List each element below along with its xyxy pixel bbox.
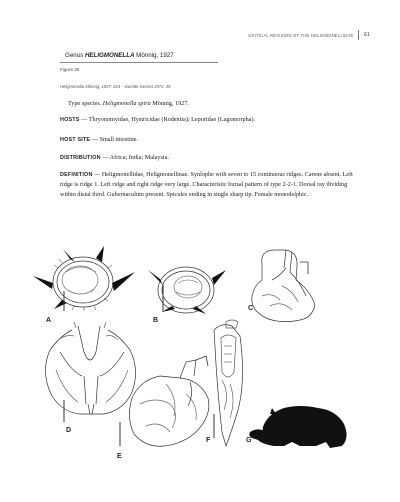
panel-label-d: D — [66, 427, 72, 434]
distribution-label: DISTRIBUTION — [60, 155, 101, 161]
panel-a-drawing — [33, 246, 135, 311]
panel-label-a: A — [46, 317, 52, 324]
panel-f-drawing — [214, 320, 243, 446]
definition-label: DEFINITION — [60, 172, 93, 178]
panel-label-f: F — [206, 437, 211, 444]
distribution-text: — Africa; India; Malaysia. — [100, 154, 169, 161]
genus-prefix: Genus — [65, 52, 85, 59]
panel-c-drawing — [252, 250, 315, 322]
page-number: 61 — [364, 32, 370, 38]
panel-d-drawing — [45, 322, 135, 422]
panel-g-host-silhouette — [249, 406, 346, 448]
panel-e-drawing — [120, 356, 209, 446]
panel-label-c: C — [248, 305, 254, 312]
type-species-authority: Mönnig, 1927. — [150, 100, 189, 107]
figure-reference: Figure 25 — [60, 67, 80, 72]
panel-label-e: E — [117, 453, 122, 460]
definition-text: — Heligmonellidae, Heligmonellinae. Synlophe with seven to 15 continuous ridges. Carene absent. Left ridge is ridge 1. Left ridge and right ridge very large. Characteristic bursal pattern of type 2-2-1. Dorsal ray dividing within distal third. Gubernaculum present. Spicules ending in single sharp tip. Female monodelphic. — [60, 171, 353, 198]
hosts-label: HOSTS — [60, 117, 80, 123]
genus-authority: Mönnig, 1927 — [134, 52, 174, 59]
running-title: CRITICAL REVISION OF THE HELIGMONELLIDAE — [248, 32, 354, 38]
type-species-label: Type species. — [68, 100, 103, 107]
host-site-label: HOST SITE — [60, 137, 91, 143]
citation: Heligmonella Mönnig, 1927: 264 – Durette-Desset 1971: 49. — [60, 84, 172, 89]
hosts-text: — Thryonomyidae, Hystricidae (Rodentia); Leporidae (Lagomorpha). — [79, 116, 256, 123]
host-site-text: — Small intestine. — [90, 136, 139, 143]
genus-name: HELIGMONELLA — [84, 52, 135, 59]
panel-label-b: B — [153, 317, 159, 324]
type-species-name: Heligmonella spira — [102, 100, 151, 107]
panel-b-drawing — [148, 267, 226, 314]
panel-label-g: G — [246, 437, 252, 444]
